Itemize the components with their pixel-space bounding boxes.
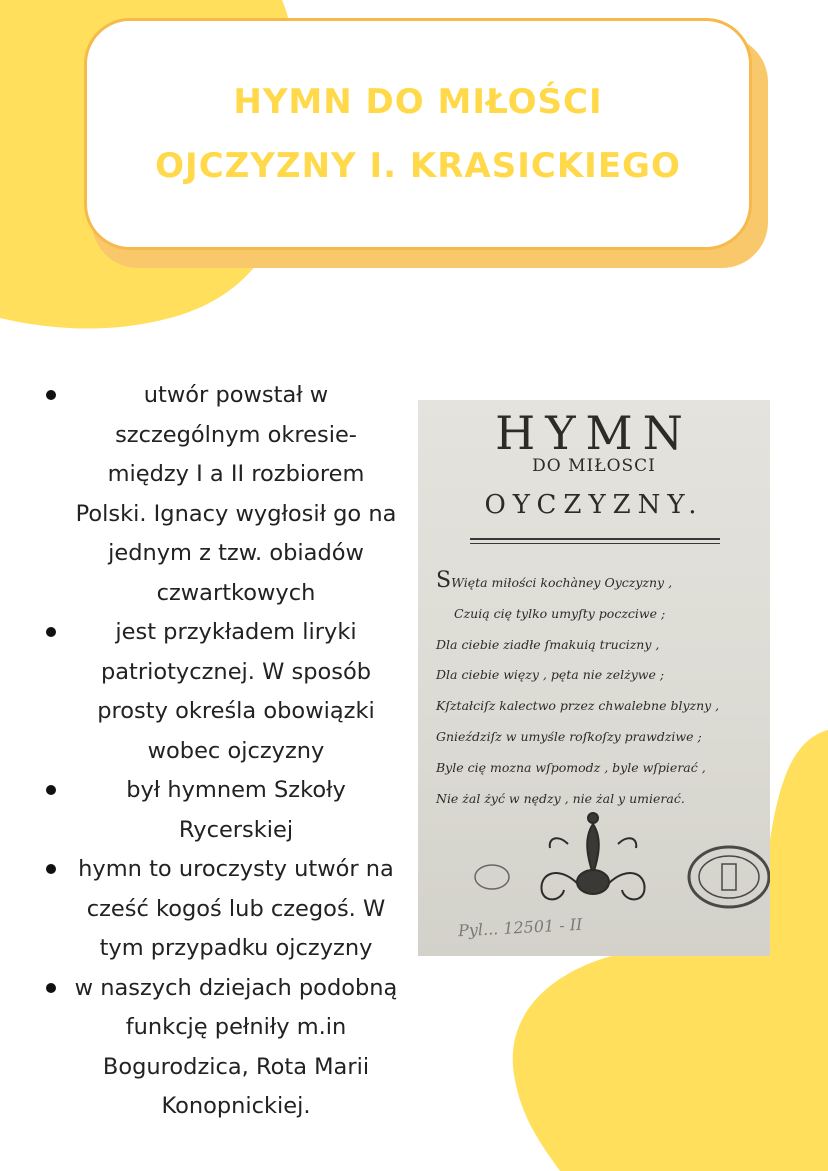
- print-rule: [470, 538, 720, 540]
- print-rule: [470, 543, 720, 544]
- bullet-icon: [46, 627, 56, 637]
- verse-line: Gnieździſz w umyśle roſkoſzy prawdziwe ;: [436, 728, 702, 744]
- verse-line: Kſztałciſz kalectwo przez chwalebne blyzny ,: [436, 698, 720, 714]
- list-item-text: w naszych dziejach podobną funkcję pełniły m.in Bogurodzica, Rota Marii Konopnickiej.: [74, 974, 398, 1119]
- list-item-text: jest przykładem liryki patriotycznej. W sposób prosty określa obowiązki wobec ojczyzny: [97, 619, 375, 764]
- bullet-icon: [46, 785, 56, 795]
- bullet-list: [40, 376, 400, 1127]
- list-item: [40, 771, 400, 850]
- list-item: [40, 850, 400, 969]
- small-stamp-icon: [472, 862, 512, 892]
- print-heading: HYMN: [495, 406, 693, 460]
- list-item: [40, 613, 400, 771]
- verse-line: Dla ciebie ziadłe ſmakuią trucizny ,: [436, 636, 660, 652]
- print-subheading: DO MIŁOSCI: [532, 456, 656, 476]
- print-verses: [436, 566, 766, 814]
- verse-line: Dla ciebie więzy , pęta nie zelżywe ;: [436, 667, 665, 683]
- list-item-text: był hymnem Szkoły Rycerskiej: [126, 777, 346, 843]
- bullet-icon: [46, 983, 56, 993]
- verse-line: Nie żal żyć w nędzy , nie żal y umierać.: [436, 790, 685, 806]
- verse-line: SWięta miłości kochàney Oyczyzny ,: [436, 568, 673, 593]
- verse-line: Byle cię mozna wſpomodz , byle wſpierać ,: [436, 759, 706, 775]
- list-item: [40, 376, 400, 613]
- list-item-text: utwór powstał w szczególnym okresie- między I a II rozbiorem Polski. Ignacy wygłosił go na jednym z tzw. obiadów czwartkowych: [75, 382, 397, 606]
- title-line-2: OJCZYZNY I. KRASICKIEGO: [155, 146, 681, 186]
- print-heading-2: OYCZYZNY.: [484, 490, 704, 520]
- ornament-icon: [528, 804, 658, 914]
- verse-dropcap: S: [436, 568, 452, 593]
- hymn-print-image: [418, 400, 770, 956]
- library-stamp-icon: [686, 842, 770, 912]
- list-item-text: hymn to uroczysty utwór na cześć kogoś lub czegoś. W tym przypadku ojczyzny: [78, 856, 394, 961]
- verse-line: Czuią cię tylko umyſty poczciwe ;: [454, 605, 666, 621]
- bullet-icon: [46, 864, 56, 874]
- catalog-mark: Pyl... 12501 - II: [457, 914, 583, 941]
- title-line-1: HYMN DO MIŁOŚCI: [233, 82, 603, 122]
- page-title: [84, 70, 752, 198]
- bullet-icon: [46, 390, 56, 400]
- list-item: [40, 969, 400, 1127]
